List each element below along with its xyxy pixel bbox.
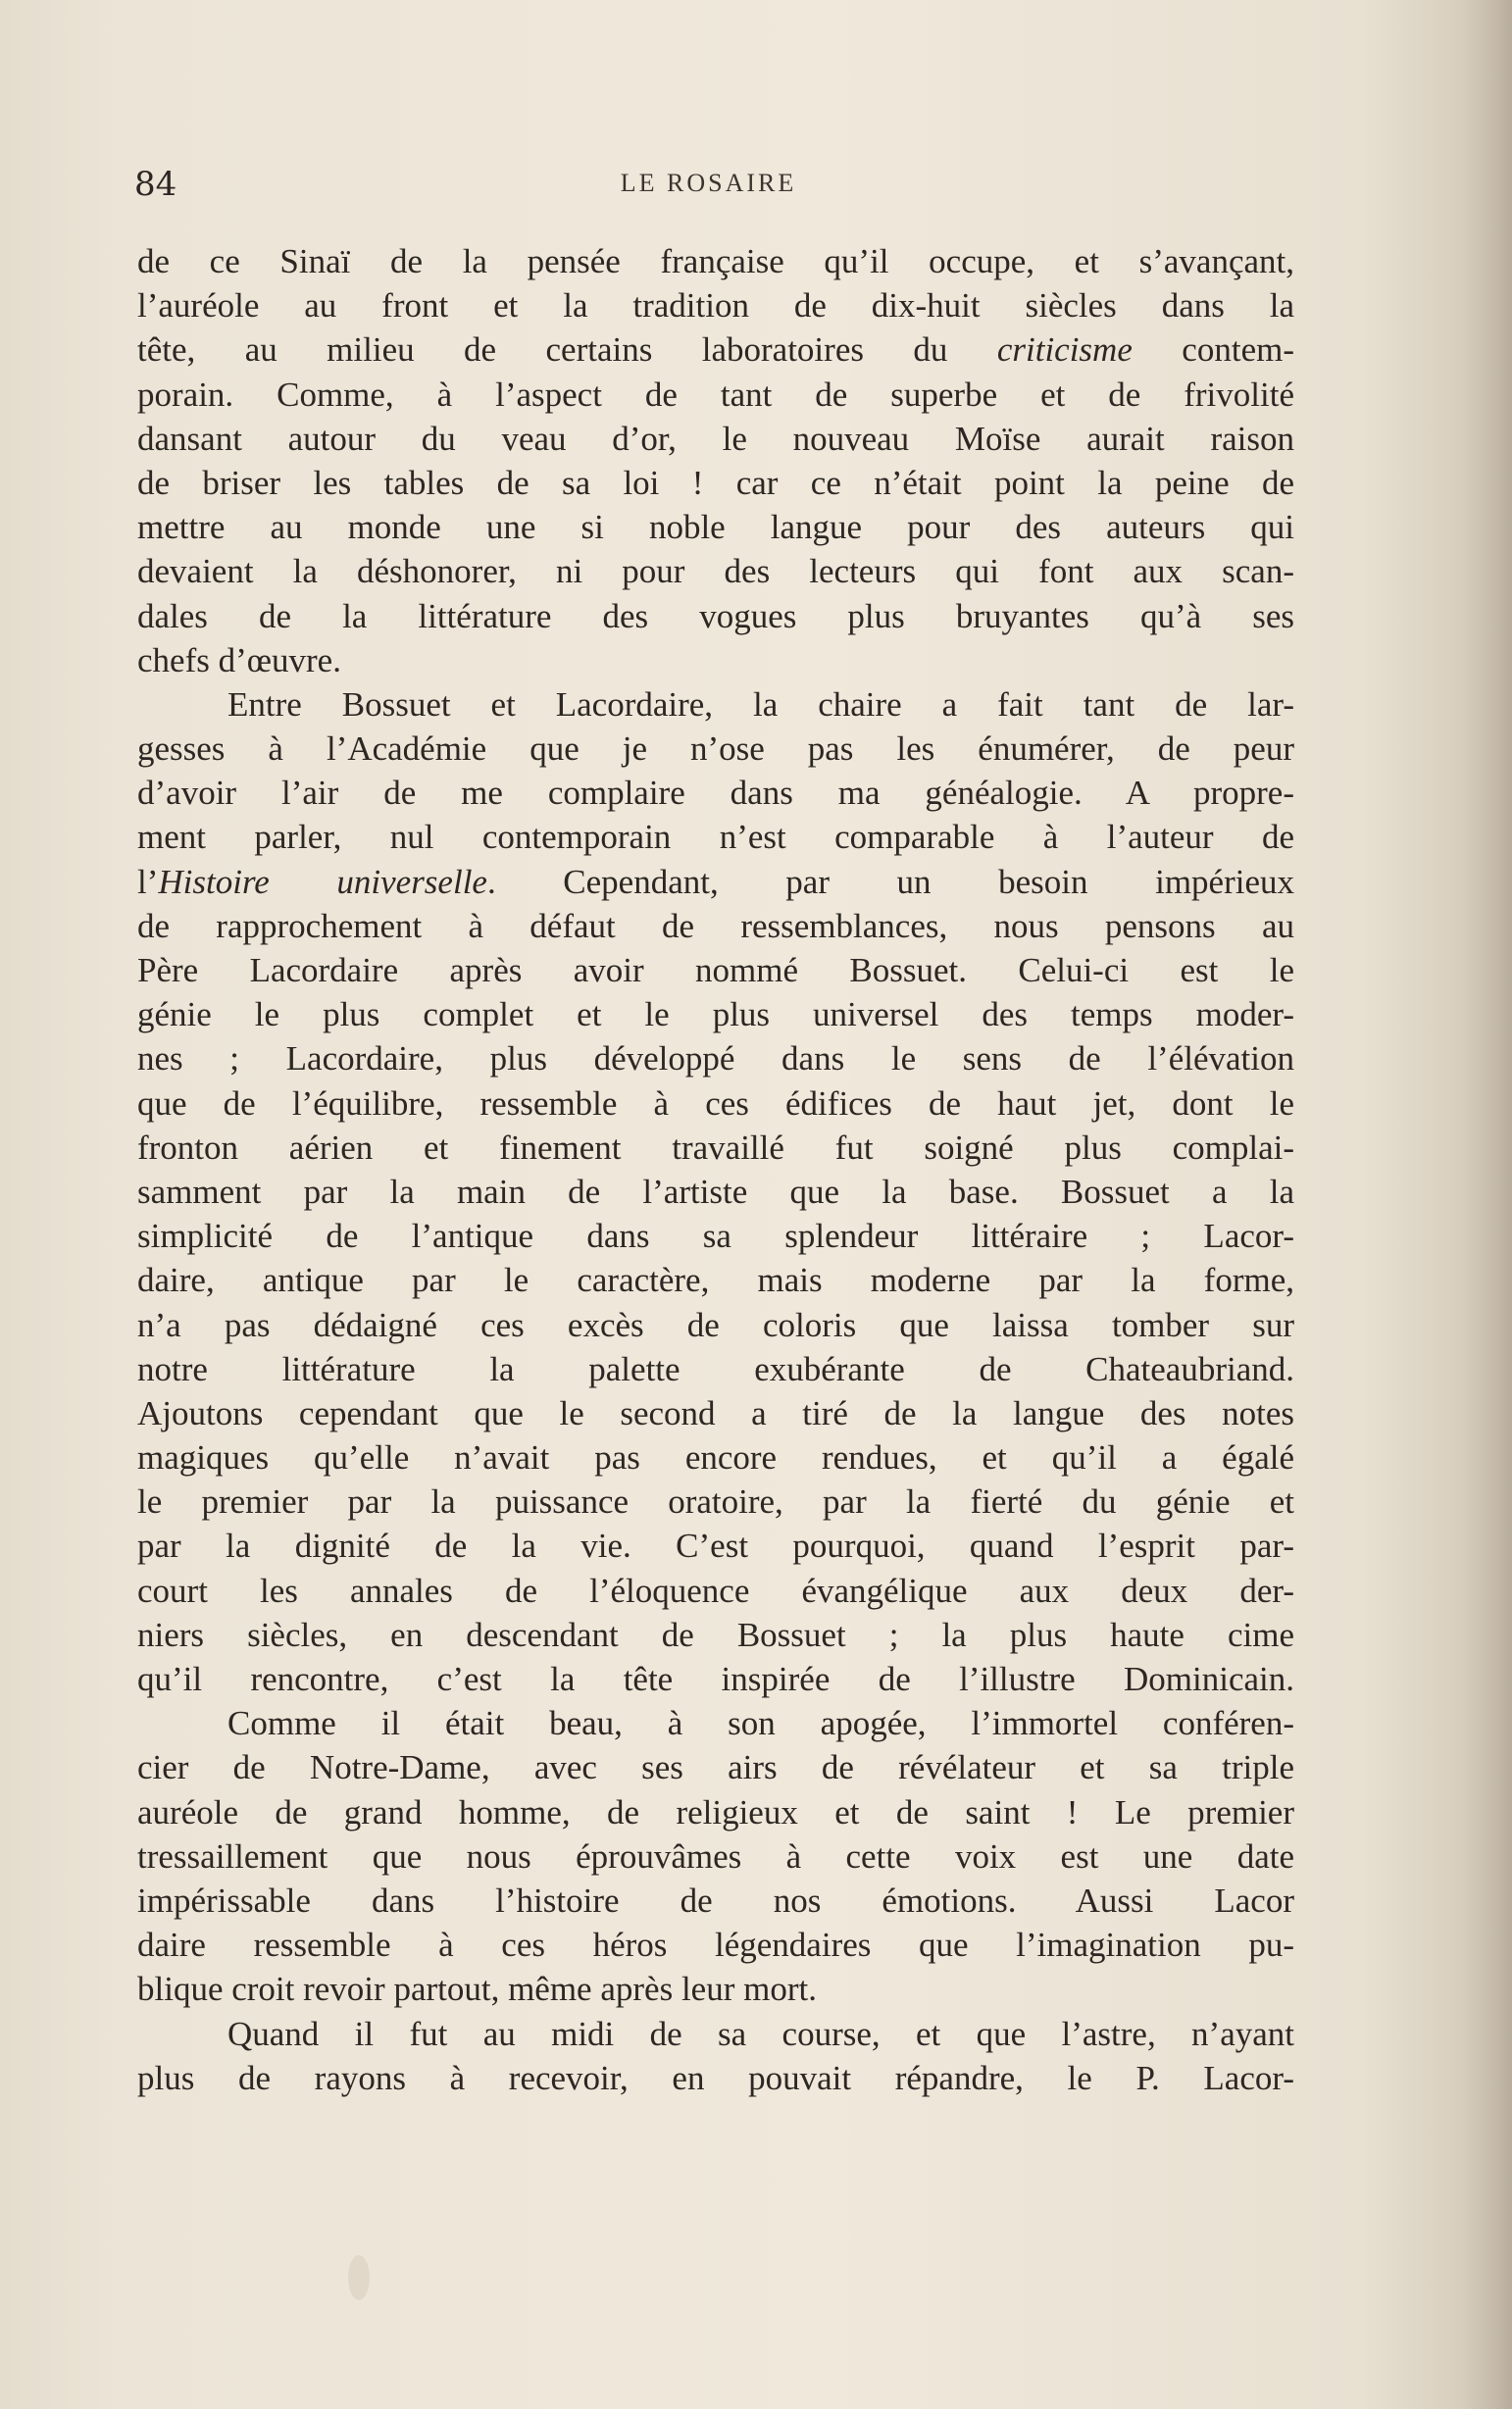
text-line: n’a pas dédaigné ces excès de coloris que laissa tomber sur [137, 1305, 1294, 1344]
text-line: gesses à l’Académie que je n’ose pas les énumérer, de peur [137, 729, 1294, 769]
text-line: le premier par la puissance oratoire, par la fierté du génie et [137, 1482, 1294, 1522]
text-line: de briser les tables de sa loi ! car ce n’était point la peine de [137, 463, 1294, 502]
text-line: chefs d’œuvre. [137, 640, 341, 679]
text-line: notre littérature la palette exubérante de Chateaubriand. [137, 1349, 1294, 1388]
text-line: fronton aérien et finement travaillé fut soigné plus complai- [137, 1128, 1294, 1167]
text-line: devaient la déshonorer, ni pour des lecteurs qui font aux scan- [137, 552, 1294, 591]
text-line: tressaillement que nous éprouvâmes à cette voix est une date [137, 1836, 1294, 1876]
italic-text: criticisme [996, 330, 1133, 370]
text-line: de ce Sinaï de la pensée française qu’il occupe, et s’avançant, [137, 242, 1294, 280]
text-line: impérissable dans l’histoire de nos émotions. Aussi Lacor [137, 1881, 1294, 1920]
text-line: qu’il rencontre, c’est la tête inspirée de l’illustre Dominicain. [137, 1660, 1294, 1698]
text-line: de rapprochement à défaut de ressemblances, nous pensons au [137, 906, 1294, 945]
text-line: porain. Comme, à l’aspect de tant de superbe et de frivolité [137, 375, 1294, 414]
text-line: simplicité de l’antique dans sa splendeur littéraire ; Lacor- [137, 1217, 1294, 1256]
text-line: daire ressemble à ces héros légendaires que l’imagination pu- [137, 1926, 1294, 1965]
text-line: daire, antique par le caractère, mais moderne par la forme, [137, 1261, 1294, 1300]
running-title: LE ROSAIRE [620, 169, 797, 197]
text-line: court les annales de l’éloquence évangélique aux deux der- [137, 1571, 1294, 1610]
text-line: ment parler, nul contemporain n’est comparable à l’auteur de [137, 818, 1294, 857]
text-line: dales de la littérature des vogues plus bruyantes qu’à ses [137, 596, 1294, 635]
text-line: cier de Notre-Dame, avec ses airs de révélateur et sa triple [137, 1748, 1294, 1787]
text-line: l’auréole au front et la tradition de dix-huit siècles dans la [137, 286, 1294, 326]
text-line: Comme il était beau, à son apogée, l’immortel conféren- [227, 1704, 1294, 1743]
text-line: mettre au monde une si noble langue pour des auteurs qui [137, 508, 1294, 547]
text-line: que de l’équilibre, ressemble à ces édifices de haut jet, dont le [137, 1083, 1294, 1123]
text-line: magiques qu’elle n’avait pas encore rendues, et qu’il a égalé [137, 1438, 1294, 1478]
text-line: plus de rayons à recevoir, en pouvait répandre, le P. Lacor- [137, 2058, 1294, 2097]
text-line: tête, au milieu de certains laboratoires du criticisme contem- [137, 330, 1294, 370]
text-line: Père Lacordaire après avoir nommé Bossuet. Celui-ci est le [137, 951, 1294, 989]
text-line: dansant autour du veau d’or, le nouveau Moïse aurait raison [137, 419, 1294, 458]
paper-stain [348, 2255, 370, 2300]
text-line: d’avoir l’air de me complaire dans ma généalogie. A propre- [137, 774, 1294, 813]
text-line: par la dignité de la vie. C’est pourquoi, quand l’esprit par- [137, 1527, 1294, 1566]
page-header [132, 165, 1285, 208]
text-line: Quand il fut au midi de sa course, et que l’astre, n’ayant [227, 2014, 1294, 2053]
body-text [137, 239, 1294, 2100]
text-line: niers siècles, en descendant de Bossuet ; la plus haute cime [137, 1615, 1294, 1654]
text-line: Ajoutons cependant que le second a tiré de la langue des notes [137, 1393, 1294, 1432]
text-line: génie le plus complet et le plus universel des temps moder- [137, 995, 1294, 1034]
text-line: Entre Bossuet et Lacordaire, la chaire a fait tant de lar- [227, 684, 1294, 724]
text-line: nes ; Lacordaire, plus développé dans le sens de l’élévation [137, 1039, 1294, 1079]
text-line: l’Histoire universelle. Cependant, par un besoin impérieux [137, 862, 1294, 901]
page-edge-shadow [1467, 0, 1512, 2409]
text-line: samment par la main de l’artiste que la base. Bossuet a la [137, 1172, 1294, 1211]
italic-text: Histoire universelle [158, 862, 487, 901]
text-line: blique croit revoir partout, même après leur mort. [137, 1970, 817, 2009]
text-line: auréole de grand homme, de religieux et de saint ! Le premier [137, 1792, 1294, 1832]
page-number: 84 [134, 165, 177, 204]
